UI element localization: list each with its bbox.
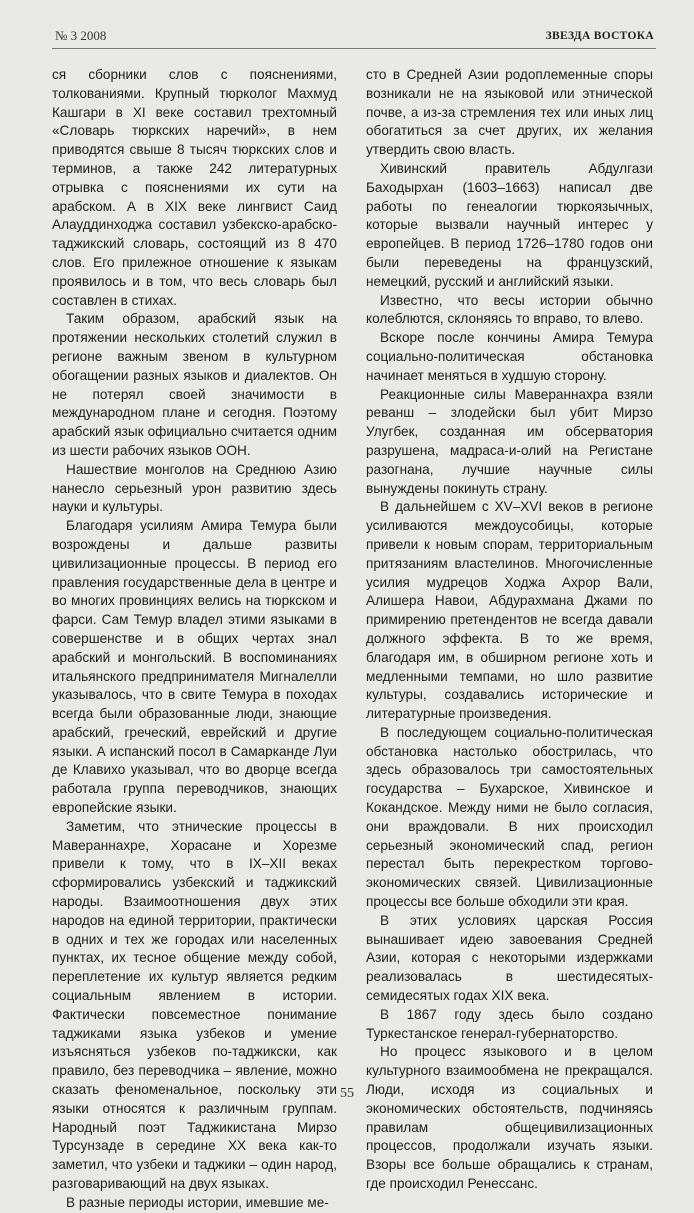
- page-number: 55: [340, 1086, 354, 1101]
- paragraph: ся сборники слов с пояснениями, толкованиями. Крупный тюрколог Махмуд Кашгари в XI веке составил трехтомный «Словарь тюркских наречий», в нем приводятся свыше 8 тысяч тюркских слов и терминов, а также 242 литературных отрывка с пояснениями их сути на арабском. А в XIX веке лингвист Саид Алауддинходжа составил узбекско-арабско-таджикский словарь, состоящий из 8 470 слов. Его прилежное отношение к языкам проявилось и в том, что весь словарь был составлен в стихах.: [52, 67, 337, 308]
- paragraph: В 1867 году здесь было создано Туркестанское генерал-губернаторство.: [366, 1006, 653, 1041]
- paragraph: Заметим, что этнические процессы в Мавераннахре, Хорасане и Хорезме привели к тому, что в IX–XII веках сформировались узбекский и таджикский народы. Взаимоотношения двух этих народов на единой территории, практически в одних и тех же городах или населенных пунктах, их тесное общение между собой, переплетение их культур является редким социальным явлением в истории. Фактически повсеместное понимание таджиками языка узбеков и умение изъясняться узбеков по-таджикски, как правило, без переводчика – явление, можно сказать феноменальное, поскольку эти языки относятся к различным группам. Народный поэт Таджикистана Мирзо Турсунзаде в середине XX века как-то заметил, что узбеки и таджики – один народ, разговаривающий на двух языках.: [52, 818, 337, 1192]
- paragraph: Нашествие монголов на Среднюю Азию нанесло серьезный урон развитию здесь науки и культуры.: [52, 461, 337, 515]
- header-divider: [52, 48, 656, 49]
- paragraph: Известно, что весы истории обычно колеблются, склоняясь то вправо, то влево.: [366, 292, 653, 327]
- paragraph: В этих условиях царская Россия вынашивает идею завоевания Средней Азии, которая с некоторыми издержками реализовалась в шестидесятых-семидесятых годах XIX века.: [366, 912, 653, 1004]
- paragraph: В дальнейшем с XV–XVI веков в регионе усиливаются междоусобицы, которые привели к новым спорам, территориальным притязаниям властелинов. Многочисленные усилия мудрецов Ходжа Ахрор Вали, Алишера Навои, Абдурахмана Джами по примирению претендентов не всегда давали должного эффекта. В то же время, благодаря им, в обширном регионе хоть и медленными темпами, но шло развитие культуры, создавались исторические и литературные произведения.: [366, 499, 653, 722]
- paragraph: В разные периоды истории, имевшие ме-: [66, 1194, 329, 1210]
- paragraph: Реакционные силы Мавераннахра взяли реванш – злодейски был убит Мирзо Улугбек, созданная им обсерватория разрушена, мадраса-и-олий на Регистане разогнана, лучшие научные силы вынуждены покинуть страну.: [366, 386, 653, 496]
- paragraph: Хивинский правитель Абдулгази Баходырхан (1603–1663) написал две работы по генеалогии тюркоязычных, которые вызвали научный интерес у европейцев. В период 1726–1780 годов они были переведены на французский, немецкий, русский и английский языки.: [366, 160, 653, 289]
- magazine-title: ЗВЕЗДА ВОСТОКА: [545, 30, 654, 42]
- paragraph: Благодаря усилиям Амира Темура были возрождены и дальше развиты цивилизационные процессы. В период его правления государственные дела в центре и во многих провинциях велись на тюркском и фарси. Сам Темур владел этими языками в совершенстве и в общих чертах знал арабский и монгольский. В воспоминаниях итальянского предпринимателя Мигналелли указывалось, что в свите Темура в походах всегда были образованные люди, знающие арабский, греческий, еврейский и другие языки. А испанский посол в Самарканде Луи де Клавихо указывал, что во дворце всегда работала группа переводчиков, знающих европейские языки.: [52, 518, 337, 816]
- issue-number: № 3 2008: [55, 28, 107, 43]
- paragraph: В последующем социально-политическая обстановка настолько обострилась, что здесь образовалось три самостоятельных государства – Бухарское, Хивинское и Кокандское. Между ними не было согласия, они враждовали. В них происходил серьезный экономический спад, регион перестал быть перекрестком торгово-экономических связей. Цивилизационные процессы все больше обходили эти края.: [366, 724, 653, 910]
- paragraph: Таким образом, арабский язык на протяжении нескольких столетий служил в регионе важным звеном в культурном обогащении разных языков и диалектов. Он не потерял своей значимости в международном плане и сегодня. Поэтому арабский язык официально считается одним из шести рабочих языков ООН.: [52, 311, 337, 458]
- left-column: [52, 66, 337, 1213]
- paragraph: Вскоре после кончины Амира Темура социально-политическая обстановка начинает меняться в худшую сторону.: [366, 330, 653, 383]
- paragraph: Но процесс языкового и в целом культурного взаимообмена не прекращался. Люди, исходя из социальных и экономических обстоятельств, подчиняясь правилам общецивилизационных процессов, продолжали изучать языки. Взоры все больше обращались к странам, где происходил Ренессанс.: [366, 1044, 653, 1192]
- right-column: [366, 66, 653, 1194]
- paragraph: сто в Средней Азии родоплеменные споры возникали не на языковой или этнической почве, а из-за стремления тех или иных лиц обогатиться за счет других, их желания утвердить свою власть.: [366, 67, 653, 158]
